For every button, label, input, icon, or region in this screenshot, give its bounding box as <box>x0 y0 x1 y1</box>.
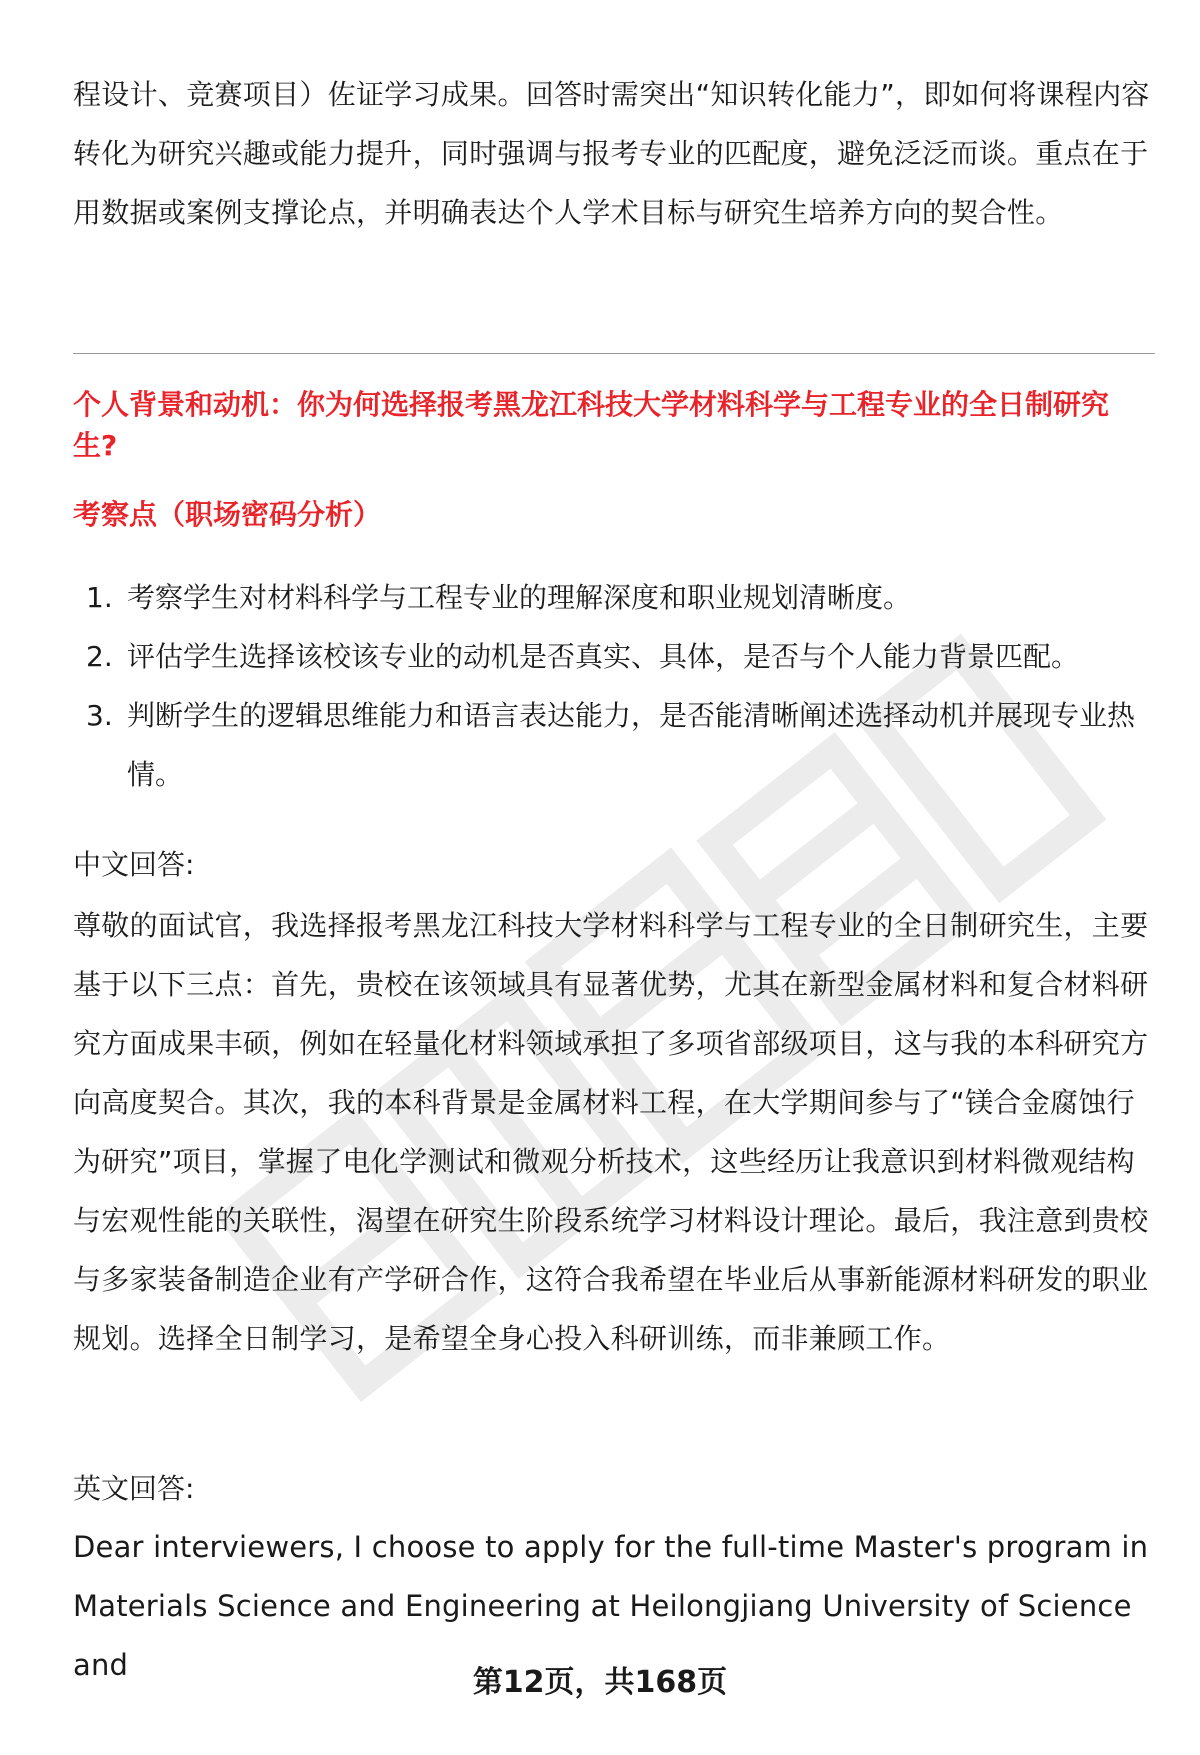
list-number: 3. <box>86 699 113 732</box>
list-number: 2. <box>86 640 113 673</box>
list-text: 评估学生选择该校该专业的动机是否真实、具体，是否与个人能力背景匹配。 <box>127 640 1080 673</box>
list-item <box>73 686 1153 804</box>
list-text: 考察学生对材料科学与工程专业的理解深度和职业规划清晰度。 <box>127 581 912 614</box>
list-number: 1. <box>86 581 113 614</box>
page-footer: 第12页，共168页 <box>472 1665 728 1700</box>
focus-points-list <box>73 568 1153 804</box>
intro-paragraph: 程设计、竞赛项目）佐证学习成果。回答时需突出“知识转化能力”，即如何将课程内容转化为研究兴趣或能力提升，同时强调与报考专业的匹配度，避免泛泛而谈。重点在于用数据或案例支撑论点，并明确表达个人学术目标与研究生培养方向的契合性。 <box>73 78 1150 229</box>
english-answer-label: 英文回答: <box>73 1472 195 1505</box>
english-answer: Dear interviewers, I choose to apply for the full-time Master's program in Materials Science and Engineering at Heilongjiang University of Science and <box>73 1530 1149 1682</box>
chinese-answer: 尊敬的面试官，我选择报考黑龙江科技大学材料科学与工程专业的全日制研究生，主要基于以下三点：首先，贵校在该领域具有显著优势，尤其在新型金属材料和复合材料研究方面成果丰硕，例如在轻量化材料领域承担了多项省部级项目，这与我的本科研究方向高度契合。其次，我的本科背景是金属材料工程，在大学期间参与了“镁合金腐蚀行为研究”项目，掌握了电化学测试和微观分析技术，这些经历让我意识到材料微观结构与宏观性能的关联性，渴望在研究生阶段系统学习材料设计理论。最后，我注意到贵校与多家装备制造企业有产学研合作，这符合我希望在毕业后从事新能源材料研发的职业规划。选择全日制学习，是希望全身心投入科研训练，而非兼顾工作。 <box>73 909 1149 1355</box>
list-text: 判断学生的逻辑思维能力和语言表达能力，是否能清晰阐述选择动机并展现专业热情。 <box>127 699 1136 791</box>
question-heading: 个人背景和动机：你为何选择报考黑龙江科技大学材料科学与工程专业的全日制研究生? <box>73 388 1110 462</box>
focus-heading: 考察点（职场密码分析） <box>73 498 382 531</box>
list-item <box>73 568 1153 627</box>
list-item <box>73 627 1153 686</box>
section-divider <box>73 353 1155 354</box>
chinese-answer-label: 中文回答: <box>73 848 195 881</box>
